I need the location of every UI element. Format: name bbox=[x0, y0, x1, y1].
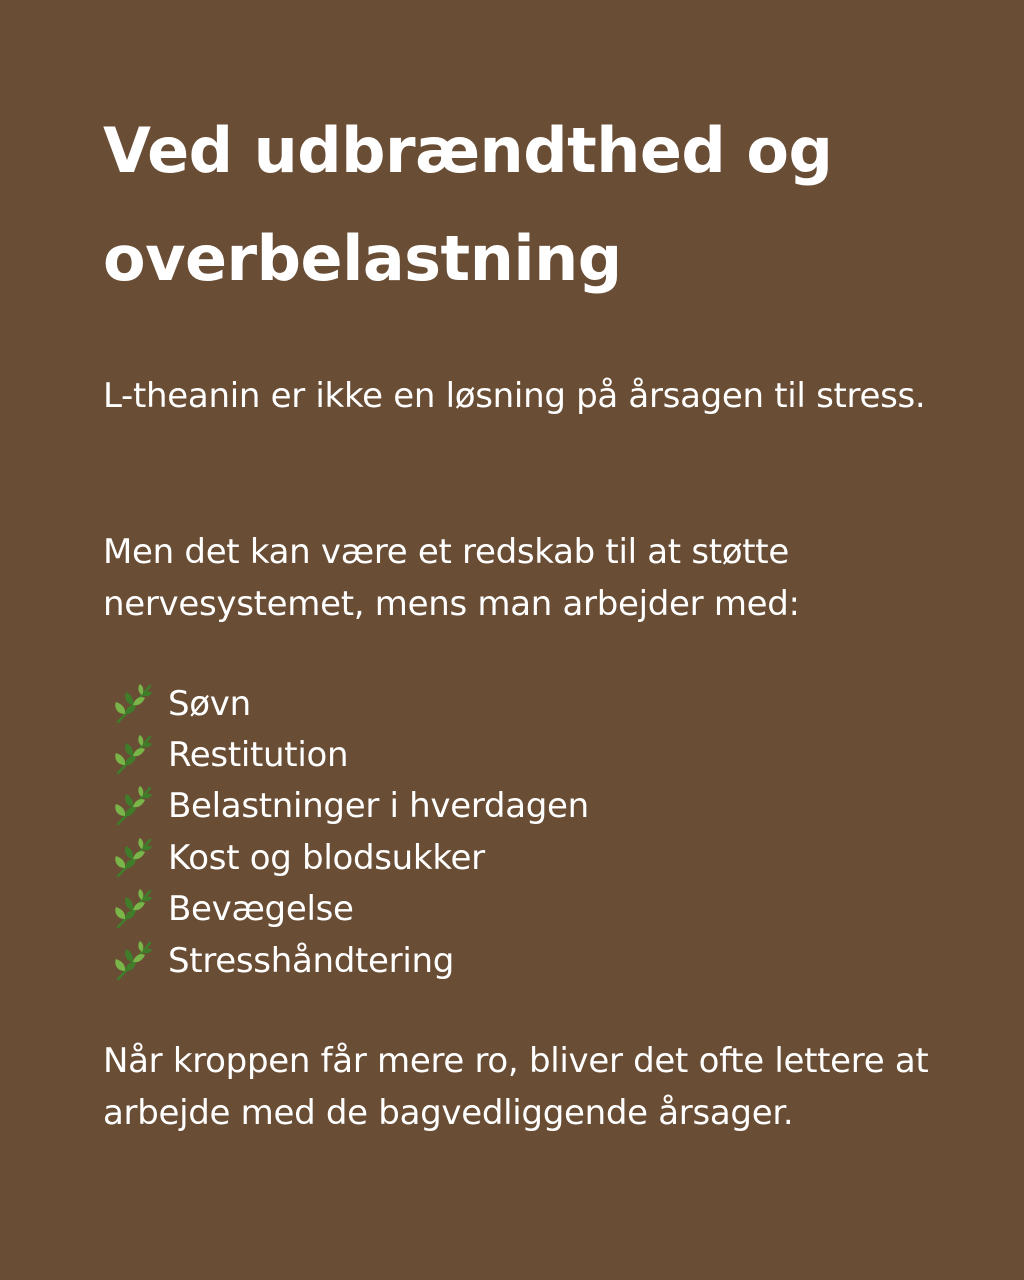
list-item-label: Bevægelse bbox=[168, 889, 354, 930]
list-item bbox=[112, 884, 589, 935]
list-item-label: Stresshåndtering bbox=[168, 940, 455, 981]
list-item bbox=[112, 935, 589, 986]
herb-leaf-icon bbox=[112, 682, 156, 726]
list-item bbox=[112, 729, 589, 780]
list-item-label: Restitution bbox=[168, 735, 349, 776]
list-item bbox=[112, 781, 589, 832]
list-item-label: Kost og blodsukker bbox=[168, 837, 485, 878]
herb-leaf-icon bbox=[112, 939, 156, 983]
outro-paragraph: Når kroppen får mere ro, bliver det ofte lettere at arbejde med de bagvedliggende årsager. bbox=[103, 1041, 929, 1133]
herb-leaf-icon bbox=[112, 733, 156, 777]
list-item-label: Søvn bbox=[168, 683, 251, 724]
focus-list bbox=[112, 678, 589, 986]
list-item-label: Belastninger i hverdagen bbox=[168, 786, 589, 827]
herb-leaf-icon bbox=[112, 836, 156, 880]
list-item bbox=[112, 678, 589, 729]
herb-leaf-icon bbox=[112, 784, 156, 828]
intro-paragraph: L-theanin er ikke en løsning på årsagen til stress. bbox=[103, 376, 926, 416]
herb-leaf-icon bbox=[112, 887, 156, 931]
page-title: Ved udbrændthed og overbelastning bbox=[103, 114, 833, 295]
lead-paragraph: Men det kan være et redskab til at støtte nervesystemet, mens man arbejder med: bbox=[103, 532, 800, 624]
list-item bbox=[112, 832, 589, 883]
